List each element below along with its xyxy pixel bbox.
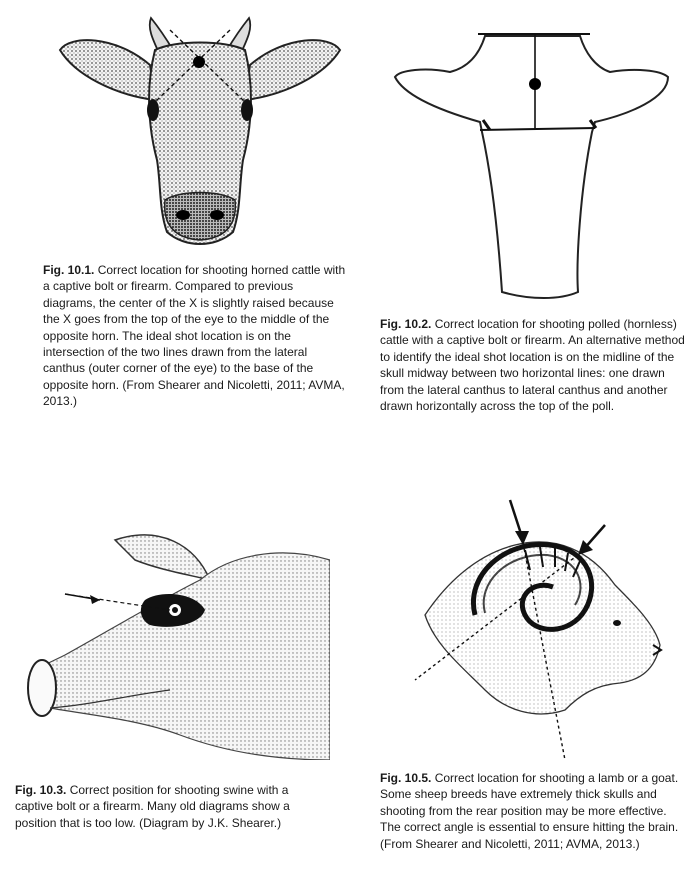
fig-10-3-illustration [20,520,330,760]
fig-10-3-label: Fig. 10.3. [15,783,70,797]
fig-10-5-text: Correct location for shooting a lamb or a goat. Some sheep breeds have extremely thick skulls and shooting from the rear position may be more effective. The correct angle is essential to ensure hitting the brain. (From Shearer and Nicoletti, 2011; AVMA, 2013.) [380,771,679,851]
fig-10-5-caption [380,770,680,852]
fig-10-1-label: Fig. 10.1. [43,263,98,277]
cow-right-ear [245,40,340,100]
fig-10-2-illustration [390,22,670,302]
fig-10-2-label: Fig. 10.2. [380,317,435,331]
cow-shot-point [193,56,205,68]
fig-10-5-label: Fig. 10.5. [380,771,435,785]
fig-10-2-text: Correct location for shooting polled (hornless) cattle with a captive bolt or firearm. An alternative method to identify the ideal shot location is on the midline of the skull midway between two horizontal lines: one drawn from the lateral canthus to lateral canthus and another drawn horizontally across the top of the poll. [380,317,685,414]
fig-10-2-caption [380,316,685,414]
fig-10-1-caption [43,262,348,410]
cow-left-ear [60,40,155,100]
pig-ear [115,535,210,580]
fig-10-3-caption [15,782,315,831]
polled-shot-point [529,78,541,90]
fig-10-1-illustration [55,10,345,250]
fig-10-5-illustration [405,495,680,760]
fig-10-1-text: Correct location for shooting horned cattle with a captive bolt or firearm. Compared to previous diagrams, the center of the X is slightly raised because the X goes from the top of the eye to the middle of the opposite horn. The ideal shot location is on the intersection of the two lines drawn from the lateral canthus (outer corner of the eye) to the base of the opposite horn. (From Shearer and Nicoletti, 2011; AVMA, 2013.) [43,263,346,409]
fig-10-3-text: Correct position for shooting swine with a captive bolt or a firearm. Many old diagrams show a position that is too low. (Diagram by J.K. Shearer.) [15,783,290,830]
polled-head-outline [395,36,668,298]
pig-head [28,553,330,760]
